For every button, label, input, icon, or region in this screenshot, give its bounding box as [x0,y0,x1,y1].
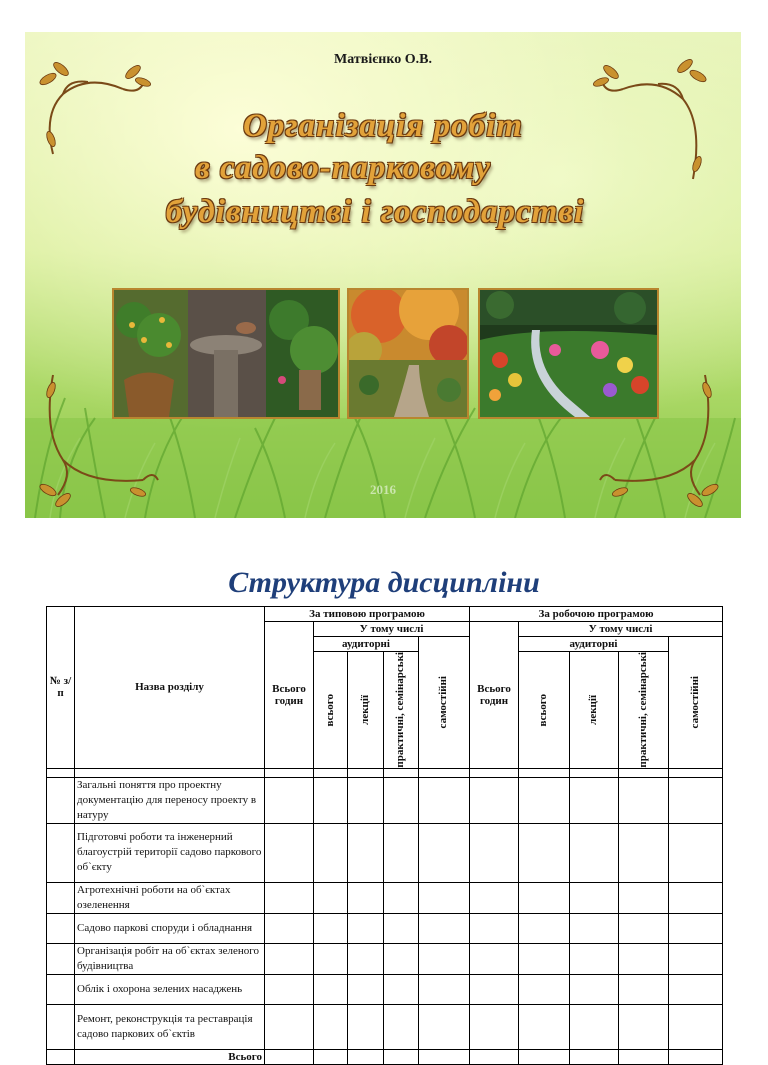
row-section-name: Ремонт, реконструкція та реставрація садово паркових об`єктів [75,1004,265,1049]
garden-collage-photo [112,288,340,419]
table-row [47,1004,723,1049]
header-working-lectures-cell [570,652,619,769]
header-working-practical: практичні, семінарські [636,652,649,768]
cover-page [25,32,741,518]
section-title: Структура дисципліни [228,566,540,599]
table-spacer-row [47,768,723,777]
header-typical-practical: практичні, семінарські [394,652,407,768]
header-working-all: всього [537,693,550,727]
row-section-name: Агротехнічні роботи на об`єктах озеленення [75,882,265,913]
header-working-including: У тому числі [519,622,723,637]
title-line-3: будівництві і господарстві [165,194,585,230]
header-typical-auditory: аудиторні [314,637,419,652]
header-working-total-hours: Всього годин [470,622,519,769]
header-typical-independent-cell [419,637,470,769]
header-typical-practical-cell [384,652,419,769]
row-section-name: Загальні поняття про проектну документацію для переносу проекту в натуру [75,777,265,823]
header-section-name: Назва розділу [75,607,265,769]
row-section-name: Підготовчі роботи та інженерний благоустрій території садово паркового об`єкту [75,823,265,882]
header-typical-independent: самостійні [437,676,450,729]
author-name: Матвієнко О.В. [334,52,432,67]
table-row [47,823,723,882]
row-section-name: Садово паркові споруди і обладнання [75,913,265,943]
header-typical-program: За типовою програмою [265,607,470,622]
discipline-structure-table [46,606,723,1065]
table-row [47,913,723,943]
title-line-1: Організація робіт [243,108,523,144]
header-typical-including: У тому числі [314,622,470,637]
header-working-independent-cell [669,637,723,769]
header-typical-lectures-cell [348,652,384,769]
header-working-program: За робочою програмою [470,607,723,622]
cover-year: 2016 [370,482,396,497]
header-working-practical-cell [619,652,669,769]
table-row [47,777,723,823]
header-typical-all-cell [314,652,348,769]
total-row [47,1049,723,1064]
title-line-2: в садово-парковому [194,150,492,186]
header-working-all-cell [519,652,570,769]
header-typical-total-hours: Всього годин [265,622,314,769]
header-working-independent: самостійні [688,676,701,729]
park-flowerbeds-photo [478,288,659,419]
autumn-garden-path-photo [347,288,469,419]
header-working-lectures: лекції [587,694,600,725]
header-typical-lectures: лекції [358,694,371,725]
table-row [47,882,723,913]
header-typical-all: всього [323,693,336,727]
total-label: Всього [75,1049,265,1064]
table-row [47,974,723,1004]
header-num: № з/п [47,607,75,769]
header-working-auditory: аудиторні [519,637,669,652]
row-section-name: Організація робіт на об`єктах зеленого будівництва [75,943,265,974]
table-row [47,943,723,974]
row-section-name: Облік і охорона зелених насаджень [75,974,265,1004]
